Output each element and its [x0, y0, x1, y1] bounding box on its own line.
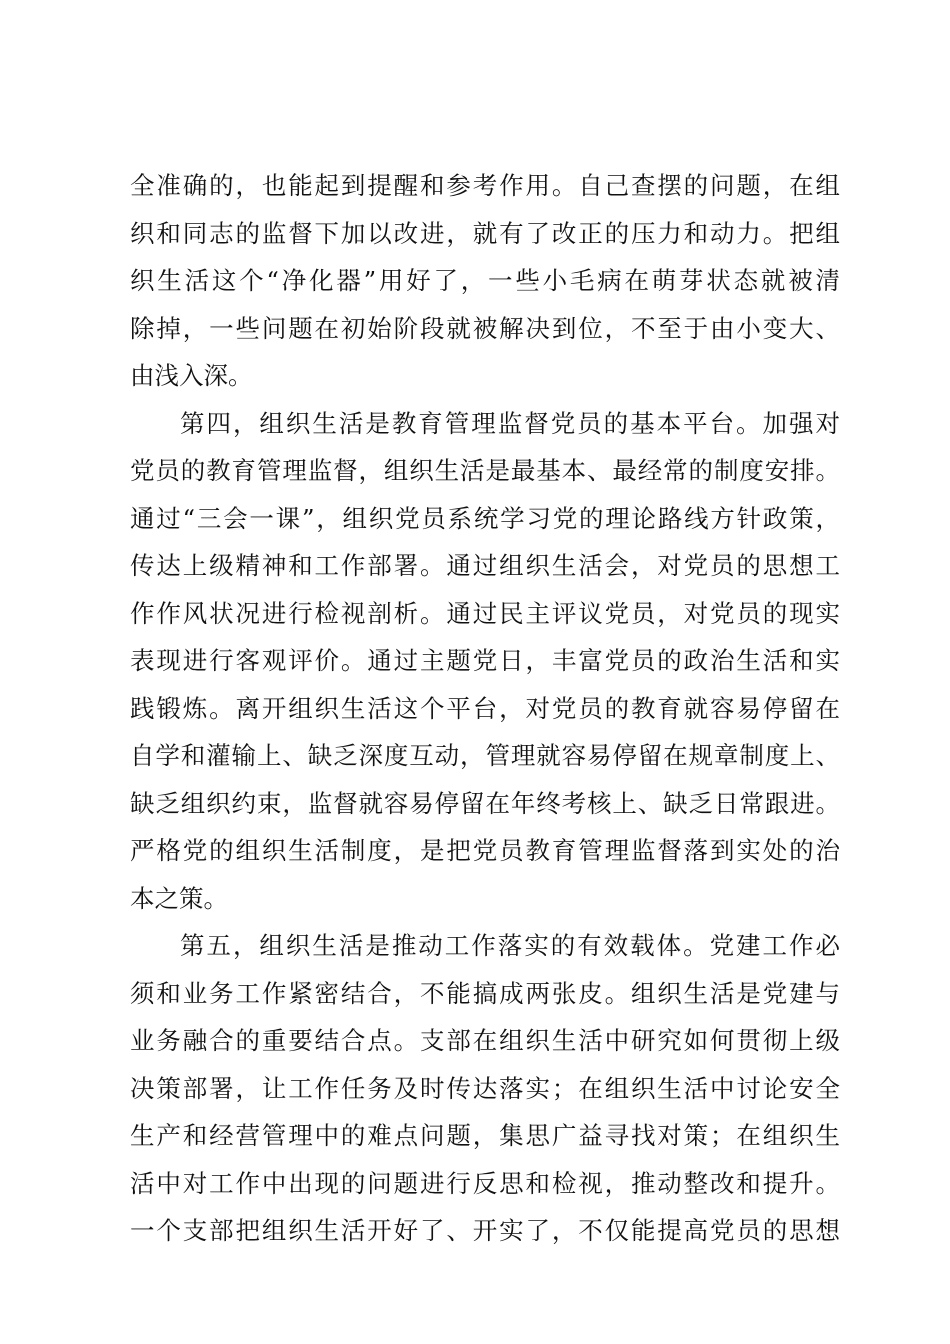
text-line: 织生活这个“净化器”用好了，一些小毛病在萌芽状态就被清 — [130, 266, 840, 295]
text-line: 第四，组织生活是教育管理监督党员的基本平台。加强对 — [180, 408, 840, 438]
paragraph-fifth-point — [130, 922, 840, 1255]
text-line: 通过“三会一课”，组织党员系统学习党的理论路线方针政策， — [130, 503, 840, 533]
text-line: 一个支部把组织生活开好了、开实了，不仅能提高党员的思想 — [130, 1216, 840, 1245]
text-line: 须和业务工作紧密结合，不能搞成两张皮。组织生活是党建与 — [130, 978, 840, 1008]
text-line: 织和同志的监督下加以改进，就有了改正的压力和动力。把组 — [130, 218, 840, 248]
text-line: 作作风状况进行检视剖析。通过民主评议党员，对党员的现实 — [130, 598, 840, 628]
text-line: 全准确的，也能起到提醒和参考作用。自己查摆的问题，在组 — [130, 171, 840, 200]
text-line: 决策部署，让工作任务及时传达落实；在组织生活中讨论安全 — [130, 1073, 840, 1103]
text-line: 业务融合的重要结合点。支部在组织生活中研究如何贯彻上级 — [130, 1026, 840, 1055]
text-line: 传达上级精神和工作部署。通过组织生活会，对党员的思想工 — [130, 551, 840, 580]
text-line: 活中对工作中出现的问题进行反思和检视，推动整改和提升。 — [130, 1168, 840, 1198]
text-line: 党员的教育管理监督，组织生活是最基本、最经常的制度安排。 — [130, 456, 840, 485]
paragraph-continuation — [130, 162, 840, 400]
text-line: 除掉，一些问题在初始阶段就被解决到位，不至于由小变大、 — [130, 313, 840, 343]
text-line: 践锻炼。离开组织生活这个平台，对党员的教育就容易停留在 — [130, 693, 840, 723]
text-line: 表现进行客观评价。通过主题党日，丰富党员的政治生活和实 — [130, 646, 840, 675]
text-line: 第五，组织生活是推动工作落实的有效载体。党建工作必 — [180, 931, 840, 960]
text-line: 生产和经营管理中的难点问题，集思广益寻找对策；在组织生 — [130, 1121, 840, 1150]
text-line: 自学和灌输上、缺乏深度互动，管理就容易停留在规章制度上、 — [130, 741, 840, 770]
text-line: 严格党的组织生活制度，是把党员教育管理监督落到实处的治 — [130, 836, 840, 865]
text-line: 本之策。 — [130, 883, 228, 913]
paragraph-fourth-point — [130, 400, 840, 923]
text-line: 缺乏组织约束，监督就容易停留在年终考核上、缺乏日常跟进。 — [130, 788, 840, 818]
text-line: 由浅入深。 — [130, 361, 253, 390]
document-body — [130, 162, 840, 1255]
